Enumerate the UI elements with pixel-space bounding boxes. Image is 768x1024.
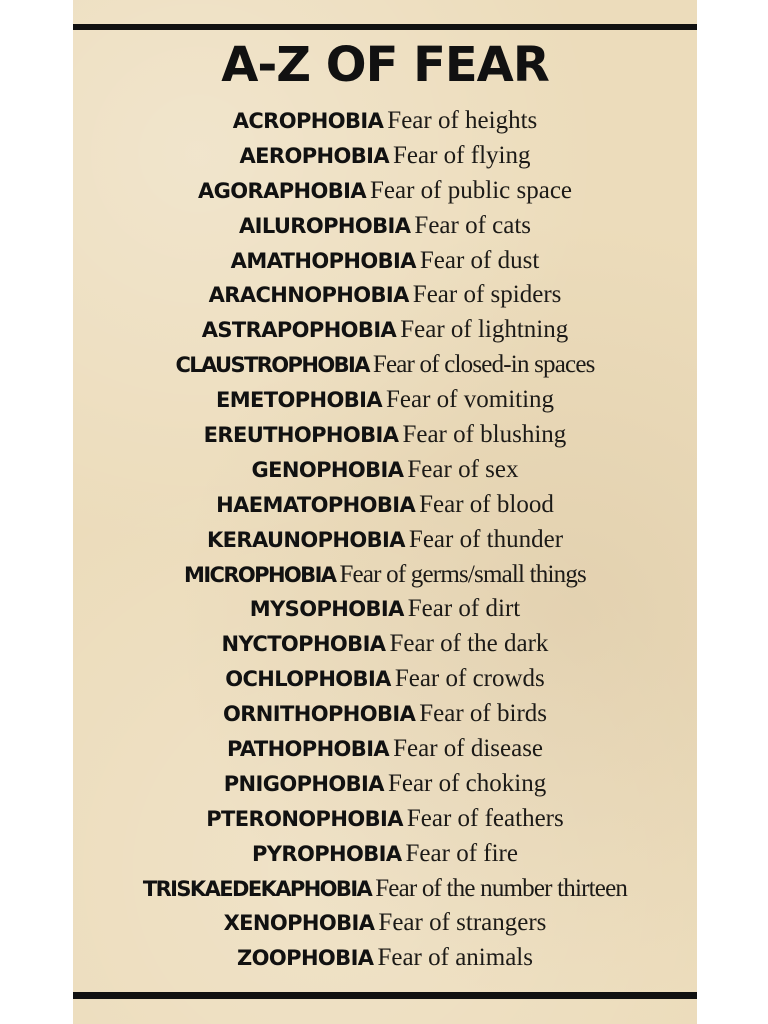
list-item	[73, 767, 697, 802]
phobia-definition: Fear of heights	[387, 107, 538, 134]
phobia-list	[73, 104, 697, 976]
phobia-definition: Fear of lightning	[400, 316, 569, 344]
phobia-term: CLAUSTROPHOBIA	[175, 353, 369, 378]
list-item	[73, 348, 697, 383]
phobia-definition: Fear of public space	[370, 176, 573, 204]
phobia-term: ORNITHOPHOBIA	[222, 702, 416, 727]
list-item	[73, 802, 697, 837]
list-item	[73, 662, 697, 697]
phobia-term: ACROPHOBIA	[232, 109, 384, 133]
phobia-term: MICROPHOBIA	[184, 562, 336, 587]
top-rule	[73, 24, 697, 30]
phobia-term: OCHLOPHOBIA	[225, 667, 391, 692]
list-item	[73, 278, 697, 313]
phobia-definition: Fear of the dark	[389, 630, 549, 658]
list-item	[73, 383, 697, 418]
phobia-term: AGORAPHOBIA	[197, 178, 367, 203]
phobia-definition: Fear of crowds	[394, 665, 545, 693]
list-item	[73, 558, 697, 593]
phobia-definition: Fear of closed-in spaces	[372, 351, 595, 379]
phobia-term: AILUROPHOBIA	[238, 213, 411, 238]
list-item	[73, 209, 697, 244]
phobia-definition: Fear of flying	[393, 141, 531, 169]
phobia-definition: Fear of cats	[414, 211, 532, 239]
phobia-term: XENOPHOBIA	[223, 911, 375, 936]
phobia-term: PYROPHOBIA	[252, 841, 402, 866]
phobia-term: HAEMATOPHOBIA	[216, 492, 416, 517]
list-item	[73, 104, 697, 139]
phobia-term: MYSOPHOBIA	[249, 597, 404, 622]
phobia-term: ZOOPHOBIA	[237, 946, 374, 971]
list-item	[73, 627, 697, 662]
bottom-rule	[73, 992, 697, 999]
phobia-term: PTERONOPHOBIA	[206, 806, 403, 831]
list-item	[73, 313, 697, 348]
list-item	[73, 941, 697, 976]
list-item	[73, 139, 697, 174]
list-item	[73, 906, 697, 941]
phobia-definition: Fear of feathers	[406, 804, 564, 832]
phobia-term: KERAUNOPHOBIA	[206, 527, 405, 552]
list-item	[73, 872, 697, 907]
phobia-definition: Fear of the number thirteen	[375, 874, 628, 902]
phobia-term: AEROPHOBIA	[239, 143, 390, 168]
list-item	[73, 453, 697, 488]
phobia-term: EMETOPHOBIA	[215, 388, 383, 413]
list-item	[73, 592, 697, 627]
list-item	[73, 488, 697, 523]
phobia-definition: Fear of animals	[377, 944, 533, 972]
phobia-term: PNIGOPHOBIA	[223, 771, 384, 796]
phobia-term: AMATHOPHOBIA	[230, 248, 416, 273]
phobia-definition: Fear of choking	[387, 769, 547, 797]
phobia-definition: Fear of dust	[419, 246, 540, 274]
phobia-definition: Fear of thunder	[408, 525, 564, 553]
phobia-term: GENOPHOBIA	[251, 457, 404, 482]
phobia-term: ASTRAPOPHOBIA	[201, 318, 397, 343]
phobia-definition: Fear of germs/small things	[339, 560, 586, 588]
list-item	[73, 174, 697, 209]
newspaper-clipping	[73, 0, 697, 1024]
phobia-definition: Fear of spiders	[412, 281, 562, 309]
list-item	[73, 732, 697, 767]
phobia-term: PATHOPHOBIA	[226, 737, 390, 762]
phobia-definition: Fear of blushing	[402, 421, 567, 449]
phobia-definition: Fear of strangers	[378, 909, 547, 937]
phobia-term: NYCTOPHOBIA	[221, 632, 386, 657]
phobia-term: TRISKAEDEKAPHOBIA	[142, 876, 372, 901]
phobia-term: ARACHNOPHOBIA	[208, 283, 409, 308]
list-item	[73, 244, 697, 279]
phobia-definition: Fear of birds	[419, 700, 547, 728]
phobia-definition: Fear of dirt	[407, 595, 521, 623]
phobia-definition: Fear of sex	[407, 455, 519, 483]
phobia-term: EREUTHOPHOBIA	[203, 423, 399, 448]
list-item	[73, 418, 697, 453]
phobia-definition: Fear of vomiting	[386, 386, 555, 414]
list-item	[73, 523, 697, 558]
phobia-definition: Fear of disease	[393, 735, 544, 763]
list-item	[73, 837, 697, 872]
page-title: A-Z OF FEAR	[221, 37, 549, 93]
phobia-definition: Fear of fire	[405, 839, 518, 867]
list-item	[73, 697, 697, 732]
phobia-definition: Fear of blood	[419, 490, 554, 518]
